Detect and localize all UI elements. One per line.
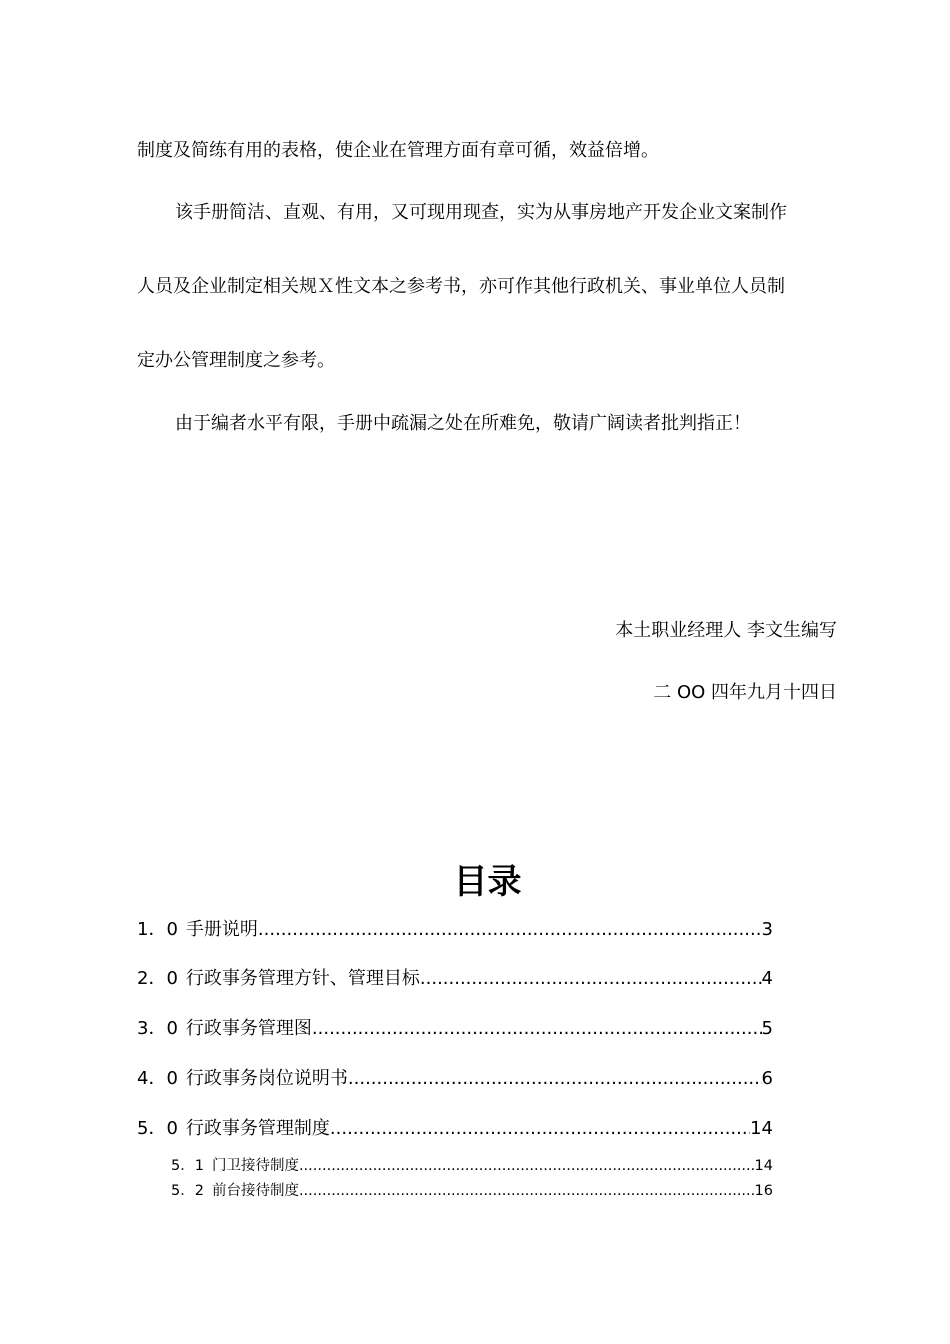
toc-entry-label: 行政事务岗位说明书	[185, 1068, 348, 1089]
toc-sub-entry-page: 14	[754, 1158, 773, 1174]
toc-entry-number: 1．0	[137, 919, 178, 940]
toc-leader-dots	[348, 1067, 762, 1091]
toc-sub-entry-number: 5．1	[171, 1158, 204, 1174]
toc-sub-entry-label: 门卫接待制度	[211, 1158, 299, 1174]
toc-entry-label: 行政事务管理方针、管理目标	[185, 968, 420, 989]
toc-entry-label: 行政事务管理图	[185, 1018, 312, 1039]
toc-entry[interactable]	[137, 918, 773, 942]
toc-sub-entry[interactable]	[171, 1182, 773, 1200]
body-paragraph-2-line-1: 该手册简洁、直观、有用，又可现用现查，实为从事房地产开发企业文案制作	[175, 202, 787, 223]
toc-entry-label: 行政事务管理制度	[185, 1118, 330, 1139]
toc-title: 目录	[453, 862, 522, 902]
toc-entry-number: 5．0	[137, 1118, 178, 1139]
toc-entry[interactable]	[137, 967, 773, 991]
toc-entry-number: 3．0	[137, 1018, 178, 1039]
toc-sub-entry[interactable]	[171, 1157, 773, 1175]
signature-date: 二 OO 四年九月十四日	[653, 682, 837, 703]
toc-leader-dots	[258, 918, 762, 942]
toc-leader-dots	[299, 1157, 755, 1175]
toc-leader-dots	[420, 967, 762, 991]
toc-entry[interactable]	[137, 1117, 773, 1141]
toc-entry-number: 4．0	[137, 1068, 178, 1089]
toc-leader-dots	[312, 1017, 762, 1041]
toc-entry-number: 2．0	[137, 968, 178, 989]
toc-entry-page: 6	[761, 1068, 773, 1089]
body-paragraph-3: 由于编者水平有限，手册中疏漏之处在所难免，敬请广阔读者批判指正！	[175, 413, 751, 434]
toc-sub-entry-page: 16	[754, 1183, 773, 1199]
body-paragraph-2-line-3: 定办公管理制度之参考。	[137, 350, 335, 371]
toc-leader-dots	[299, 1182, 755, 1200]
toc-entry-page: 14	[750, 1118, 773, 1139]
author-signature: 本土职业经理人 李文生编写	[615, 620, 837, 641]
body-paragraph-1: 制度及简练有用的表格，使企业在管理方面有章可循，效益倍增。	[137, 140, 659, 161]
toc-entry-label: 手册说明	[185, 919, 258, 940]
toc-entry-page: 4	[761, 968, 773, 989]
toc-leader-dots	[330, 1117, 750, 1141]
body-paragraph-2-line-2: 人员及企业制定相关规Ｘ性文本之参考书，亦可作其他行政机关、事业单位人员制	[137, 276, 785, 297]
toc-entry-page: 3	[761, 919, 773, 940]
toc-sub-entry-label: 前台接待制度	[211, 1183, 299, 1199]
toc-sub-entry-number: 5．2	[171, 1183, 204, 1199]
toc-entry-page: 5	[761, 1018, 773, 1039]
toc-entry[interactable]	[137, 1067, 773, 1091]
toc-entry[interactable]	[137, 1017, 773, 1041]
